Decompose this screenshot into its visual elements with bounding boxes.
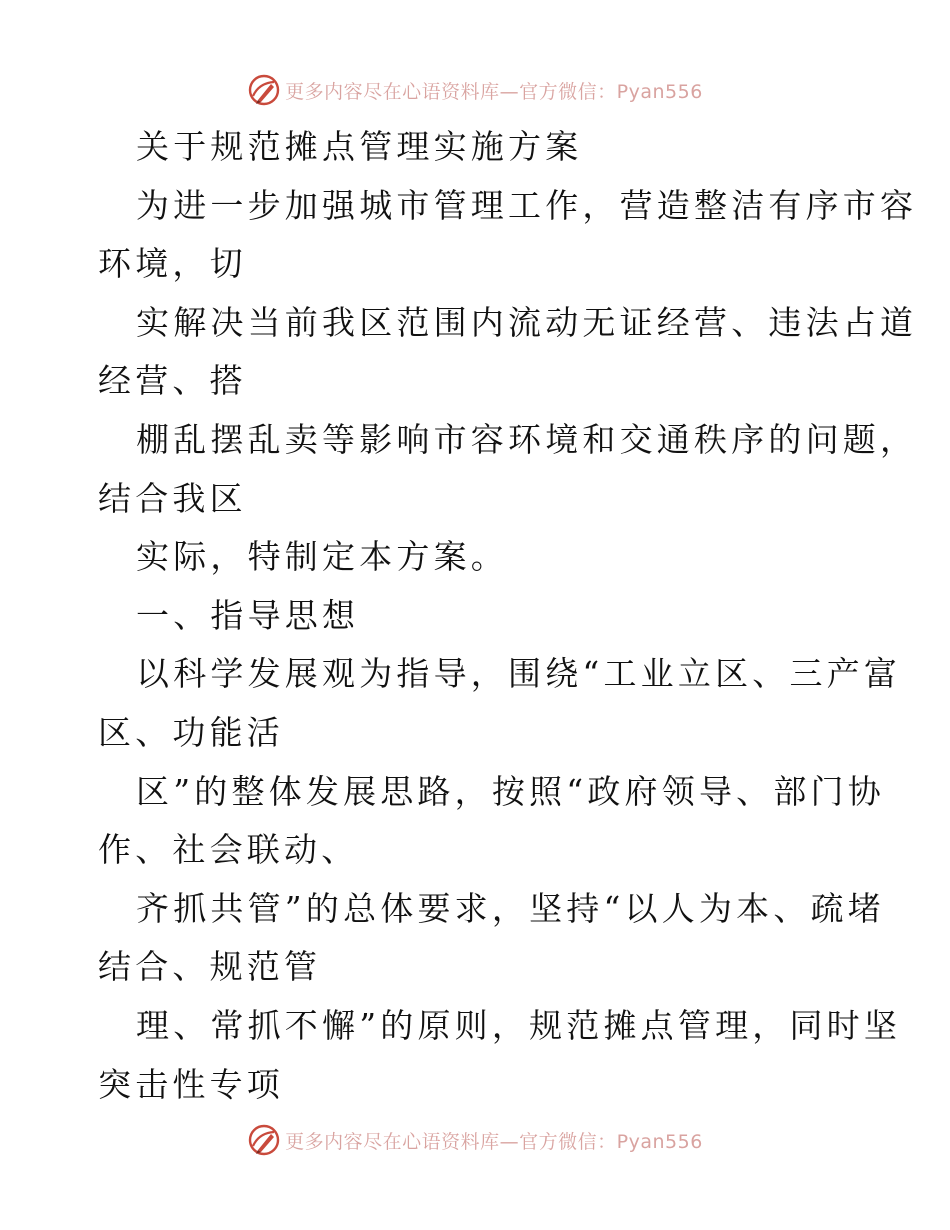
watermark-text: 更多内容尽在心语资料库—官方微信：Pyan556 <box>285 1130 703 1153</box>
text-line: 实解决当前我区范围内流动无证经营、违法占道 <box>136 302 918 342</box>
header-watermark <box>0 70 950 110</box>
pen-logo-icon <box>247 1123 281 1157</box>
text-line: 作、社会联动、 <box>98 830 359 870</box>
watermark-text: 更多内容尽在心语资料库—官方微信：Pyan556 <box>285 80 703 103</box>
text-line: 突击性专项 <box>98 1064 284 1104</box>
text-line: 以科学发展观为指导，围绕“工业立区、三产富 <box>136 654 902 694</box>
text-line: 一、指导思想 <box>136 595 360 635</box>
text-line: 经营、搭 <box>98 361 247 401</box>
text-line: 实际，特制定本方案。 <box>136 537 508 577</box>
text-line: 环境，切 <box>98 244 247 284</box>
text-line: 结合我区 <box>98 478 247 518</box>
pen-logo-icon <box>247 73 281 107</box>
text-line: 棚乱摆乱卖等影响市容环境和交通秩序的问题， <box>136 420 918 459</box>
document-title: 关于规范摊点管理实施方案 <box>136 127 583 166</box>
text-line: 区、功能活 <box>98 713 284 752</box>
text-line: 理、常抓不懈”的原则，规范摊点管理，同时坚 <box>136 1006 902 1045</box>
text-line: 区”的整体发展思路，按照“政府领导、部门协 <box>136 771 885 811</box>
text-line: 齐抓共管”的总体要求，坚持“以人为本、疏堵 <box>136 888 885 928</box>
footer-watermark <box>0 1120 950 1160</box>
text-line: 结合、规范管 <box>98 947 322 987</box>
text-line: 为进一步加强城市管理工作，营造整洁有序市容 <box>136 185 918 225</box>
